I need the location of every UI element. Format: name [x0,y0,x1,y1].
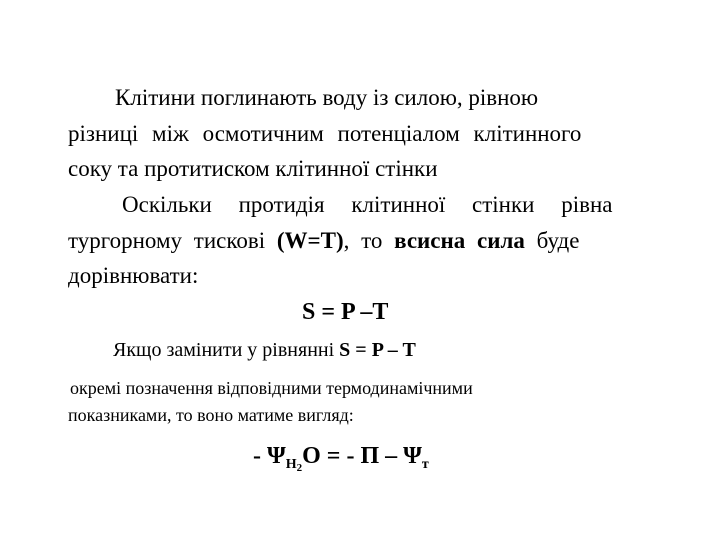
paragraph2-line1-text: Оскільки протидія клітинної стінки рівна [122,192,613,217]
paragraph2-line2-bold-term: всисна сила [394,228,525,253]
equation-2-part1: - Ψ [253,443,286,469]
paragraph1-line1-text: Клітини поглинають воду із силою, рівною [115,85,539,110]
paragraph3-line1-text: Якщо замінити у рівнянні [113,339,335,361]
paragraph3-line2 [70,379,473,397]
paragraph2-line2-text-b: , то [343,228,383,253]
paragraph2-line1 [122,193,613,216]
equation-2 [253,443,429,474]
paragraph1-line2 [68,122,668,145]
equation-1 [302,300,388,324]
equation-2-part2: O = - Π – Ψ [302,443,422,469]
paragraph1-line3 [68,157,438,180]
paragraph2-line3 [68,264,198,287]
paragraph3-line3-text: показниками, то воно матиме вигляд: [68,405,354,425]
paragraph1-line3-text: соку та протитиском клітинної стінки [68,156,438,181]
paragraph2-line2-text-c: буде [536,228,580,253]
paragraph2-line2-text-a: тургорному тискові [68,228,266,253]
paragraph2-line3-text: дорівнювати: [68,263,199,288]
paragraph3-line1 [113,340,416,360]
paragraph1-line2-text: різниці між осмотичним потенціалом клітинного [68,121,582,146]
paragraph1-line1 [115,86,538,109]
equation-2-sub-2: 2 [296,462,303,474]
paragraph3-line2-text: окремі позначення відповідними термодинамічними [70,378,473,398]
equation-2-sub-h: H [285,457,297,472]
paragraph2-line2-formula: (W=T) [276,228,344,253]
equation-2-sub-t: т [421,457,429,472]
paragraph3-line1-formula: S = P – T [339,339,416,361]
paragraph2-line2 [68,229,579,252]
paragraph3-line3 [68,406,354,424]
equation-1-text: S = P –T [302,299,389,325]
